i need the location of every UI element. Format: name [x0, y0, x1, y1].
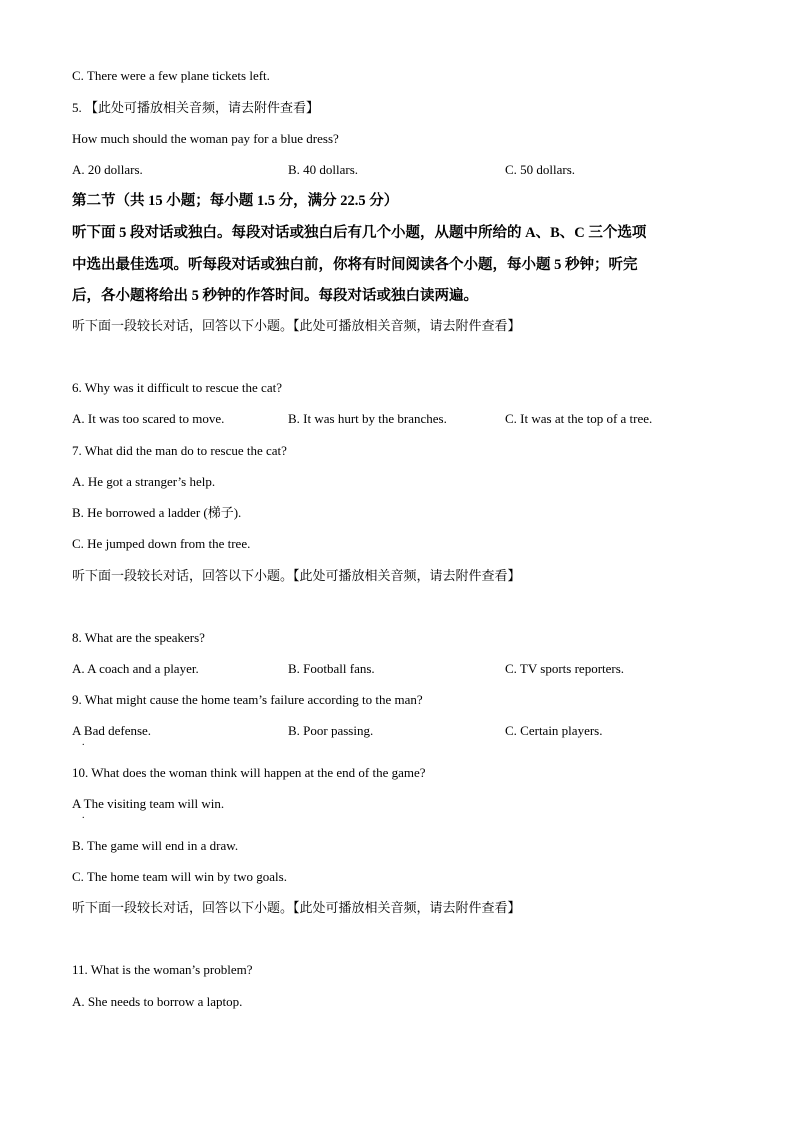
- q8-question: 8. What are the speakers?: [72, 630, 205, 645]
- q6-option-a: A. It was too scared to move.: [72, 411, 225, 426]
- dialog2-intro: 听下面一段较长对话，回答以下小题。【此处可播放相关音频，请去附件查看】: [72, 568, 521, 583]
- q5-option-a: A. 20 dollars.: [72, 162, 143, 177]
- q10-option-a-dot: .: [82, 810, 85, 821]
- q10-option-a: A The visiting team will win.: [72, 796, 225, 811]
- q9-option-a: A Bad defense.: [72, 723, 152, 738]
- q5-audio-note: 5. 【此处可播放相关音频，请去附件查看】: [72, 100, 320, 115]
- q5-question: How much should the woman pay for a blue dress?: [72, 131, 339, 146]
- q10-option-c: C. The home team will win by two goals.: [72, 869, 287, 884]
- q7-option-c: C. He jumped down from the tree.: [72, 536, 251, 551]
- q5-option-b: B. 40 dollars.: [288, 162, 359, 177]
- q6-option-b: B. It was hurt by the branches.: [288, 411, 447, 426]
- q8-option-b: B. Football fans.: [288, 661, 375, 676]
- section2-instruction-line: 中选出最佳选项。听每段对话或独白前，你将有时间阅读各个小题，每小题 5 秒钟；听完: [72, 257, 638, 273]
- q10-question: 10. What does the woman think will happen at the end of the game?: [72, 765, 426, 780]
- dialog1-intro: 听下面一段较长对话，回答以下小题。【此处可播放相关音频，请去附件查看】: [72, 318, 521, 333]
- q6-question: 6. Why was it difficult to rescue the cat?: [72, 380, 282, 395]
- section2-instruction-line: 后，各小题将给出 5 秒钟的作答时间。每段对话或独白读两遍。: [72, 288, 478, 304]
- q9-option-c: C. Certain players.: [505, 723, 603, 738]
- section2-instruction-line: 听下面 5 段对话或独白。每段对话或独白后有几个小题，从题中所给的 A、B、C 三个选项: [72, 225, 647, 241]
- section2-heading: 第二节（共 15 小题；每小题 1.5 分，满分 22.5 分）: [72, 193, 399, 209]
- q10-option-b: B. The game will end in a draw.: [72, 838, 239, 853]
- dialog3-intro: 听下面一段较长对话，回答以下小题。【此处可播放相关音频，请去附件查看】: [72, 900, 521, 915]
- q8-option-c: C. TV sports reporters.: [505, 661, 625, 676]
- q9-option-a-dot: .: [82, 737, 85, 748]
- q4-option-c: C. There were a few plane tickets left.: [72, 68, 270, 83]
- q5-option-c: C. 50 dollars.: [505, 162, 576, 177]
- q9-question: 9. What might cause the home team’s failure according to the man?: [72, 692, 423, 707]
- q6-option-c: C. It was at the top of a tree.: [505, 411, 653, 426]
- q11-option-a: A. She needs to borrow a laptop.: [72, 994, 243, 1009]
- q8-option-a: A. A coach and a player.: [72, 661, 199, 676]
- q11-question: 11. What is the woman’s problem?: [72, 962, 253, 977]
- q7-option-a: A. He got a stranger’s help.: [72, 474, 216, 489]
- q7-option-b: B. He borrowed a ladder (梯子).: [72, 505, 242, 520]
- q9-option-b: B. Poor passing.: [288, 723, 374, 738]
- q7-question: 7. What did the man do to rescue the cat?: [72, 443, 287, 458]
